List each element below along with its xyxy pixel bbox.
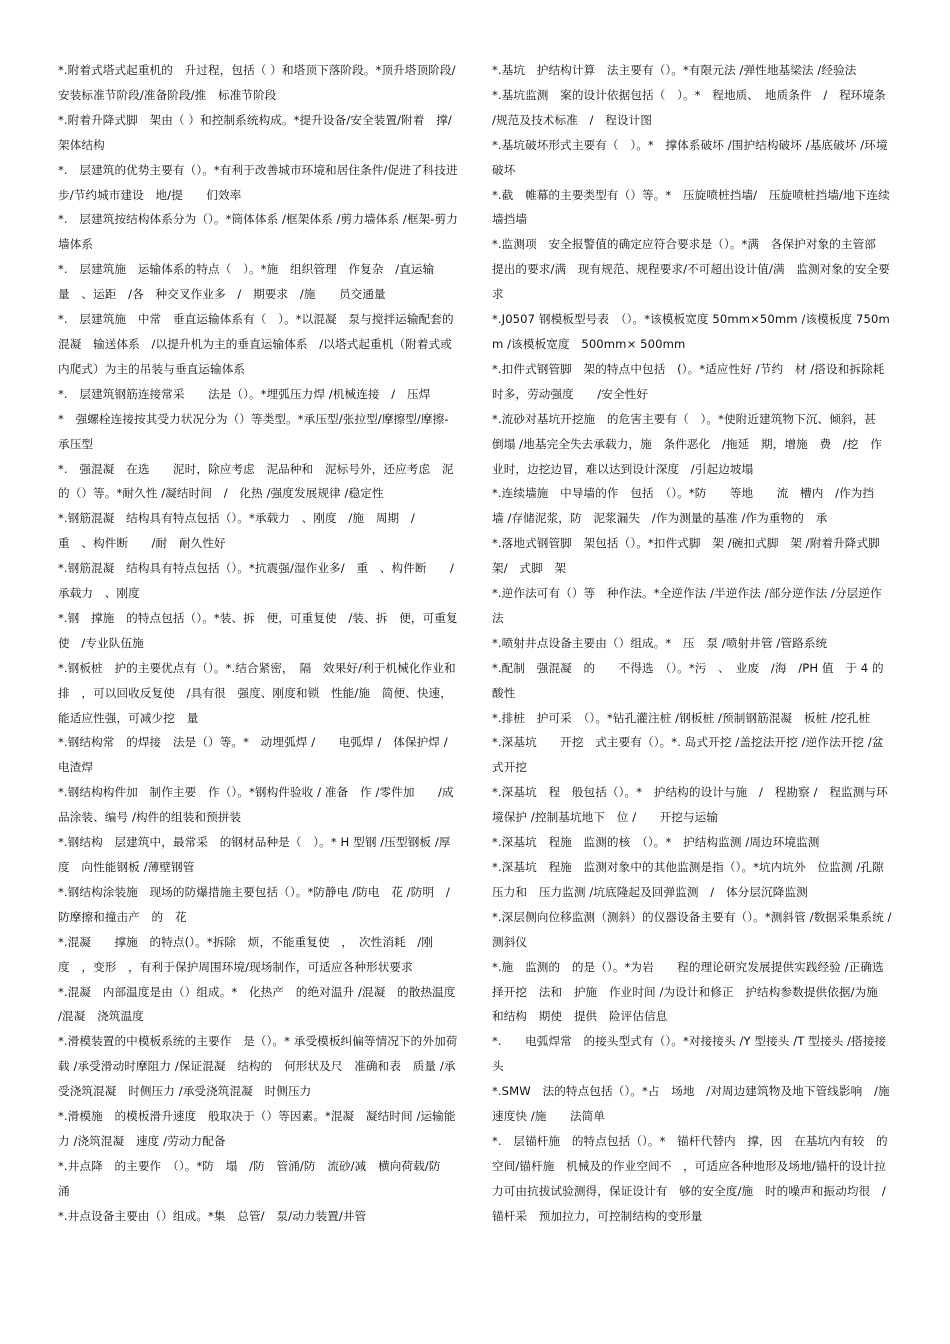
question-item: *.钢 撑施 的特点包括（）。*装、拆 便，可重复使 /装、拆 便，可重复使 /专业队伍施 [58, 610, 458, 650]
question-item: *. 层建筑的优势主要有（）。*有利于改善城市环境和居住条件/促进了科技进步/节约城市建设 地/提 们效率 [58, 162, 458, 202]
question-item: *.基坑破坏形式主要有（ ）。* 撑体系破坏 /围护结构破坏 /基底破坏 /环境破坏 [492, 137, 888, 177]
question-item: *.深层侧向位移监测（测斜）的仪器设备主要有（）。*测斜管 /数据采集系统 /测斜仪 [492, 909, 892, 949]
question-item: *. 层建筑按结构体系分为（）。*筒体体系 /框架体系 /剪力墙体系 /框架-剪力墙体系 [58, 212, 458, 252]
question-item: *.滑模装置的中模板系统的主要作 是（）。* 承受模板纠偏等情况下的外加荷载 /承受滑动时摩阻力 /保证混凝 结构的 何形状及尺 准确和表 质量 /承受浇筑混凝 时侧压力 /承受浇筑混凝 时侧压力 [58, 1034, 458, 1099]
left-column [58, 58, 458, 1229]
question-item: *.井点设备主要由（）组成。*集 总管/ 泵/动力装置/井管 [58, 1208, 367, 1223]
question-item: *.深基坑 程施 监测的核 （）。* 护结构监测 /周边环境监测 [492, 835, 820, 850]
question-item: *. 层锚杆施 的特点包括（）。* 锚杆代替内 撑，因 在基坑内有较 的空间/锚杆施 机械及的作业空间不 ，可适应各种地形及场地/锚杆的设计拉力可由抗拔试验测得，保证设计有 够的安全度/施 时的噪声和振动均很 /锚杆采 预加拉力，可控制结构的变形量 [492, 1133, 888, 1223]
question-item: *.钢结构构件加 制作主要 作（）。*钢构件验收 / 准备 作 /零件加 /成品涂装、编号 /构件的组装和预拼装 [58, 785, 454, 825]
question-item: *. 层建筑施 运输体系的特点（ ）。*施 组织管理 作复杂 /直运输量 、运距 /各 种交叉作业多 / 期要求 /施 员交通量 [58, 262, 435, 302]
question-item: *.混凝 内部温度是由（）组成。* 化热产 的绝对温升 /混凝 的散热温度 /混凝 浇筑温度 [58, 984, 456, 1024]
question-item: *.喷射井点设备主要由（）组成。* 压 泵 /喷射井管 /管路系统 [492, 635, 828, 650]
question-item: *.钢结构 层建筑中，最常采 的钢材品种是（ ）。* H 型钢 /压型钢板 /厚度 向性能钢板 /薄壁钢管 [58, 835, 451, 874]
question-item: *.附着升降式脚 架由（ ）和控制系统构成。*提升设备/安全装置/附着 撑/架体结构 [58, 112, 452, 152]
question-item: *.附着式塔式起重机的 升过程，包括（ ）和塔顶下落阶段。*顶升塔顶阶段/安装标准节阶段/准备阶段/推 标准节阶段 [58, 63, 456, 102]
question-item: *.监测项 安全报警值的确定应符合要求是（）。*满 各保护对象的主管部 提出的要求/满 现有规范、规程要求/不可超出设计值/满 监测对象的安全要求 [492, 237, 890, 302]
question-item: *.J0507 钢模板型号表 （）。*该模板宽度 50mm×50mm /该模板度 750mm /该模板宽度 500mm× 500mm [492, 312, 890, 351]
question-item: *.SMW 法的特点包括（）。*占 场地 /对周边建筑物及地下管线影响 /施 速度快 /施 法简单 [492, 1084, 902, 1124]
question-item: *.截 帷幕的主要类型有（）等。* 压旋喷桩挡墙/ 压旋喷桩挡墙/地下连续墙挡墙 [492, 187, 890, 227]
question-item: *.钢筋混凝 结构具有特点包括（）。*抗震强/湿作业多/ 重 、构件断 /承载力 、刚度 [58, 561, 454, 601]
question-item: *.混凝 撑施 的特点(）。*拆除 烦，不能重复使 ， 次性消耗 /刚度 ，变形 ，有利于保护周围环境/现场制作，可适应各种形状要求 [58, 934, 434, 974]
question-item: *.井点降 的主要作 （）。*防 塌 /防 管涌/防 流砂/减 横向荷载/防 涌 [58, 1158, 453, 1198]
question-item: *.排桩 护可采 （）。*钻孔灌注桩 /钢板桩 /预制钢筋混凝 板桩 /挖孔桩 [492, 710, 871, 725]
question-item: *.逆作法可有（）等 种作法。*全逆作法 /半逆作法 /部分逆作法 /分层逆作法 [492, 586, 882, 625]
question-item: *.钢结构涂装施 现场的防爆措施主要包括（）。*防静电 /防电 花 /防明 /防摩擦和撞击产 的 花 [58, 884, 450, 924]
question-item: *.深基坑 程 般包括（）。* 护结构的设计与施 / 程勘察 / 程监测与环境保护 /控制基坑地下 位 / 开挖与运输 [492, 785, 888, 825]
question-item: *.流砂对基坑开挖施 的危害主要有（ ）。*使附近建筑物下沉、倾斜，甚 倒塌 /地基完全失去承载力，施 条件恶化 /拖延 期，增施 费 /挖 作业时，边挖边冒，难以达到设计深度 /引起边坡塌 [492, 411, 888, 476]
question-item: *.配制 强混凝 的 不得选 （）。*污 、 业废 /海 /PH 值 于 4 的酸性 [492, 660, 884, 700]
question-item: *.滑模施 的模板滑升速度 般取决于（）等因素。*混凝 凝结时间 /运输能力 /浇筑混凝 速度 /劳动力配备 [58, 1109, 456, 1148]
question-item: *.深基坑 程施 监测对象中的其他监测是指（）。*坑内坑外 位监测 /孔隙 压力和 压力监测 /坑底隆起及回弹监测 / 体分层沉降监测 [492, 860, 896, 899]
question-item: *.施 监测的 的是（）。*为岩 程的理论研究发展提供实践经验 /正确选择开挖 法和 护施 作业时间 /为设计和修正 护结构参数提供依据/为施 和结构 期使 提供 险评估信息 [492, 959, 890, 1024]
question-item: *. 强混凝 在选 泥时，除应考虑 泥品种和 泥标号外，还应考虑 泥的（）等。*耐久性 /凝结时间 / 化热 /强度发展规律 /稳定性 [58, 461, 454, 501]
question-item: *.连续墙施 中导墙的作 包括 （）。*防 等地 流 槽内 /作为挡 墙 /存储泥浆，防 泥浆漏失 /作为测量的基准 /作为重物的 承 [492, 486, 886, 526]
question-item: *.基坑监测 案的设计依据包括（ ）。* 程地质、 地质条件 / 程环境条 /规范及技术标准 / 程设计图 [492, 87, 886, 127]
question-item: *. 层建筑钢筋连接常采 法是（）。*埋弧压力焊 /机械连接 / 压焊 [58, 386, 431, 401]
right-column [492, 58, 908, 1229]
question-item: *.基坑 护结构计算 法主要有（）。*有限元法 /弹性地基梁法 /经验法 [492, 63, 857, 77]
question-item: *.钢筋混凝 结构具有特点包括（）。*承载力 、刚度 /施 周期 / 重 、构件断 /耐 耐久性好 [58, 511, 427, 551]
question-item: *.扣件式钢管脚 架的特点中包括 (）。*适应性好 /节约 材 /搭设和拆除耗 时多，劳动强度 /安全性好 [492, 361, 908, 401]
question-item: *.钢结构常 的焊接 法是（）等。* 动埋弧焊 / 电弧焊 / 体保护焊 /电渣焊 [58, 735, 448, 775]
question-item: *.钢板桩 护的主要优点有（）。*.结合紧密， 隔 效果好/利于机械化作业和排 ，可以回收反复使 /具有很 强度、刚度和锁 性能/施 简便、快速，能适应性强，可减少挖 量 [58, 660, 456, 725]
question-item: *. 电弧焊常 的接头型式有（）。*对接接头 /Y 型接头 /T 型接头 /搭接接头 [492, 1034, 887, 1074]
question-item: *.落地式钢管脚 架包括（）。*扣件式脚 架 /碗扣式脚 架 /附着升降式脚 架/ 式脚 架 [492, 536, 892, 576]
question-item: * 强螺栓连接按其受力状况分为（）等类型。*承压型/张拉型/摩擦型/摩擦-承压型 [58, 411, 449, 451]
question-item: *.深基坑 开挖 式主要有（）。*. 岛式开挖 /盖挖法开挖 /逆作法开挖 /盆式开挖 [492, 735, 884, 775]
question-item: *. 层建筑施 中常 垂直运输体系有（ ）。*以混凝 泵与搅拌运输配套的混凝 输送体系 /以提升机为主的垂直运输体系 /以塔式起重机（附着式或内爬式）为主的吊装与垂直运输体系 [58, 312, 454, 376]
